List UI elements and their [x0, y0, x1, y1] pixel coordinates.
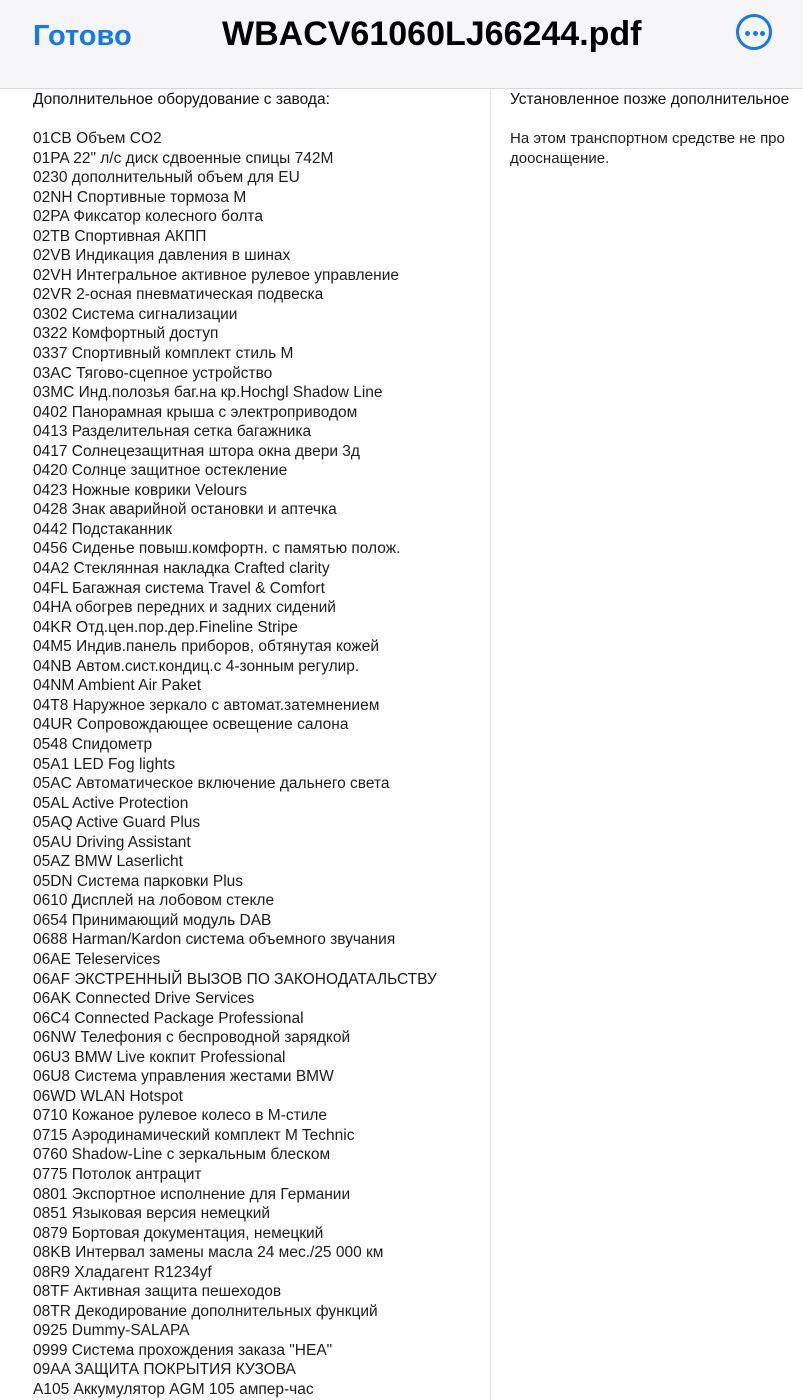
list-item: 0423 Ножные коврики Velours: [33, 481, 247, 499]
pdf-page[interactable]: [0, 89, 803, 1400]
list-item: 0302 Система сигнализации: [33, 305, 238, 323]
list-item: 0654 Принимающий модуль DAB: [33, 911, 272, 929]
list-item: 0413 Разделительная сетка багажника: [33, 423, 312, 441]
list-item: 04KR Отд.цен.пор.дер.Fineline Stripe: [33, 618, 298, 636]
list-item: 01PA 22" л/с диск сдвоенные спицы 742M: [33, 149, 334, 167]
column-divider: [490, 89, 491, 1400]
list-item: 06AF ЭКСТРЕННЫЙ ВЫЗОВ ПО ЗАКОНОДАТАЛЬСТВУ: [33, 970, 437, 988]
list-item: 02VB Индикация давления в шинах: [33, 247, 291, 265]
list-item: 0879 Бортовая документация, немецкий: [33, 1224, 324, 1242]
list-item: 04NB Автом.сист.кондиц.с 4-зонным регулир.: [33, 657, 360, 675]
factory-equipment-column: [33, 89, 483, 1400]
list-item: 0688 Harman/Kardon система объемного звучания: [33, 931, 396, 949]
list-item: 0456 Сиденье повыш.комфортн. с памятью полож.: [33, 540, 401, 558]
more-dot: [753, 31, 758, 36]
list-item: 06U8 Система управления жестами BMW: [33, 1068, 334, 1086]
list-item: 08TF Активная защита пешеходов: [33, 1283, 282, 1301]
list-item: 0775 Потолок антрацит: [33, 1165, 202, 1183]
list-item: 08KB Интервал замены масла 24 мес./25 000 км: [33, 1244, 384, 1262]
list-item: 0999 Система прохождения заказа "HEA": [33, 1341, 333, 1359]
done-button[interactable]: Готово: [33, 20, 132, 52]
list-item: 06NW Телефония с беспроводной зарядкой: [33, 1029, 351, 1047]
ellipsis-circle-icon[interactable]: [736, 14, 772, 50]
list-item: 02NH Спортивные тормоза M: [33, 188, 247, 206]
list-item: 06WD WLAN Hotspot: [33, 1087, 183, 1105]
list-item: 08R9 Хладагент R1234yf: [33, 1263, 212, 1281]
list-item: 04UR Сопровождающее освещение салона: [33, 716, 349, 734]
retrofit-equipment-column: [510, 89, 803, 168]
list-item: 09AA ЗАЩИТА ПОКРЫТИЯ КУЗОВА: [33, 1361, 296, 1379]
list-item: 0322 Комфортный доступ: [33, 325, 219, 343]
list-item: 08TR Декодирование дополнительных функций: [33, 1302, 378, 1320]
list-item: 06AK Connected Drive Services: [33, 990, 255, 1008]
list-item: 04M5 Индив.панель приборов, обтянутая кожей: [33, 638, 379, 656]
more-dot: [760, 31, 765, 36]
navigation-bar: [0, 0, 803, 89]
list-item: 0715 Аэродинамический комплект M Technic: [33, 1126, 355, 1144]
list-item: 06AE Teleservices: [33, 950, 161, 968]
list-item: 04HA обогрев передних и задних сидений: [33, 599, 336, 617]
retrofit-note: [510, 129, 803, 168]
list-item: 04T8 Наружное зеркало с автомат.затемнением: [33, 696, 380, 714]
list-item: 05A1 LED Fog lights: [33, 755, 176, 773]
list-item: 05AQ Active Guard Plus: [33, 814, 201, 832]
list-item: 04FL Багажная система Travel & Comfort: [33, 579, 325, 597]
list-item: 0417 Солнецезащитная штора окна двери 3д: [33, 442, 360, 460]
list-item: 0925 Dummy-SALAPA: [33, 1322, 190, 1340]
list-item: 02VR 2-осная пневматическая подвеска: [33, 286, 324, 304]
list-item: 02TB Спортивная АКПП: [33, 227, 207, 245]
list-item: 06C4 Connected Package Professional: [33, 1009, 304, 1027]
list-item: 0610 Дисплей на лобовом стекле: [33, 892, 275, 910]
list-item: 04NM Ambient Air Paket: [33, 677, 201, 695]
list-item: 05AZ BMW Laserlicht: [33, 853, 183, 871]
retrofit-note-line: дооснащение.: [510, 149, 610, 167]
list-item: 02VH Интегральное активное рулевое управление: [33, 266, 400, 284]
list-item: 01CB Объем CO2: [33, 130, 162, 147]
list-item: 04A2 Стеклянная накладка Crafted clarity: [33, 560, 330, 578]
list-item: 0801 Экспортное исполнение для Германии: [33, 1185, 351, 1203]
document-title: WBACV61060LJ66244.pdf: [222, 15, 642, 53]
list-item: 02PA Фиксатор колесного болта: [33, 208, 263, 226]
factory-equipment-heading: Дополнительное оборудование с завода:: [33, 91, 330, 108]
list-item: A105 Аккумулятор AGM 105 ампер-час: [33, 1381, 314, 1398]
list-item: 06U3 BMW Live кокпит Professional: [33, 1048, 286, 1066]
list-item: 0548 Спидометр: [33, 735, 153, 753]
list-item: 0760 Shadow-Line с зеркальным блеском: [33, 1146, 331, 1164]
retrofit-note-line: На этом транспортном средстве не про: [510, 130, 785, 147]
more-dot: [745, 31, 750, 36]
list-item: 0230 дополнительный объем для EU: [33, 169, 300, 187]
list-item: 03MC Инд.полозья баг.на кр.Hochgl Shadow Line: [33, 384, 383, 402]
list-item: 05AU Driving Assistant: [33, 833, 191, 851]
list-item: 03AC Тягово-сцепное устройство: [33, 364, 273, 382]
list-item: 0710 Кожаное рулевое колесо в М-стиле: [33, 1107, 328, 1125]
list-item: 0428 Знак аварийной остановки и аптечка: [33, 501, 337, 519]
list-item: 05AL Active Protection: [33, 794, 189, 812]
list-item: 05DN Система парковки Plus: [33, 872, 244, 890]
list-item: 0442 Подстаканник: [33, 520, 172, 538]
retrofit-equipment-heading: Установленное позже дополнительное: [510, 91, 790, 108]
equipment-list: [33, 129, 483, 1400]
list-item: 0337 Спортивный комплект стиль М: [33, 345, 294, 363]
list-item: 05AC Автоматическое включение дальнего света: [33, 775, 390, 793]
list-item: 0402 Панорамная крыша с электроприводом: [33, 403, 358, 421]
list-item: 0420 Солнце защитное остекление: [33, 462, 288, 480]
list-item: 0851 Языковая версия немецкий: [33, 1205, 271, 1223]
